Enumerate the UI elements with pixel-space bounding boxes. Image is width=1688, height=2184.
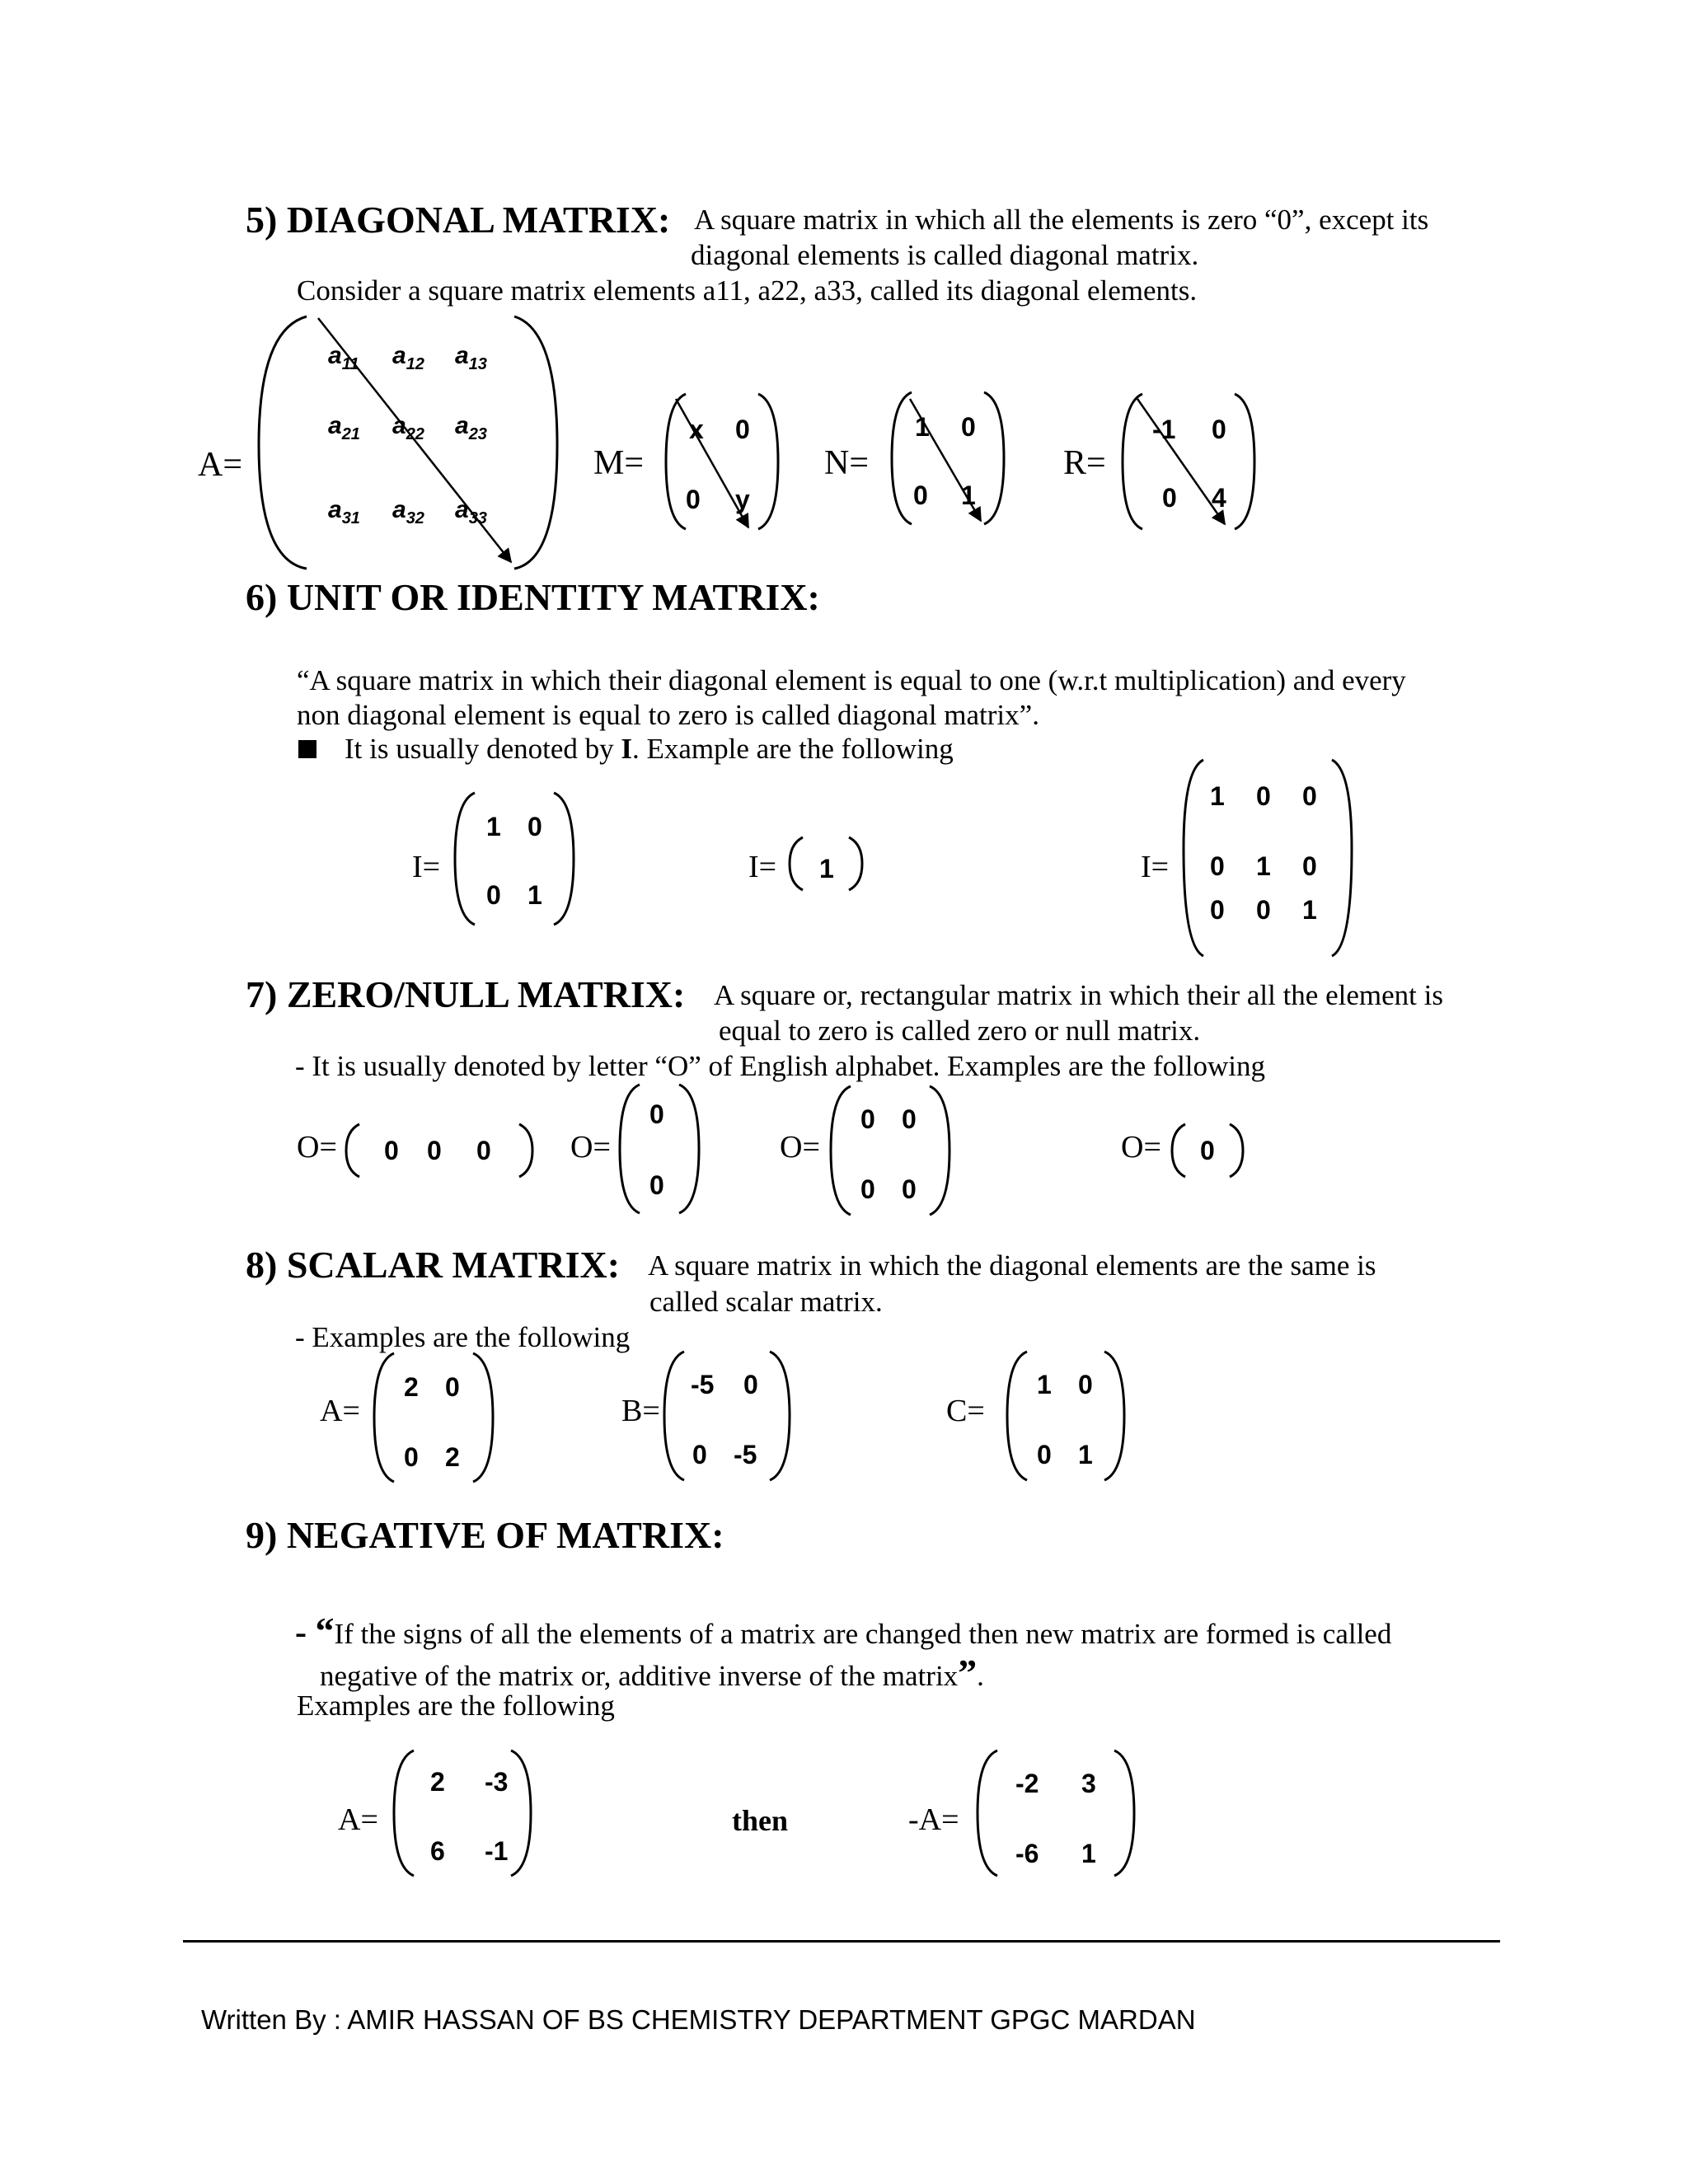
scalar-C-left-bracket	[1007, 1352, 1027, 1480]
zero-row-matrix-label: O=	[297, 1130, 337, 1165]
matrix-A-element: $a_{32}$	[392, 496, 424, 527]
negative-matrix-label: -A=	[908, 1802, 959, 1837]
matrix-M-element: 0	[735, 415, 750, 444]
negative-matrix-left-bracket	[978, 1750, 997, 1876]
matrix-M-element: 0	[686, 485, 701, 514]
zero-row-right-bracket	[519, 1124, 532, 1177]
identity-2x2-element: 1	[528, 880, 542, 910]
scalar-matrix-C-label: C=	[946, 1394, 985, 1428]
identity-3x3-element: 1	[1256, 851, 1271, 881]
scalar-matrix-C-element: 0	[1078, 1370, 1093, 1399]
zero-1x1-right-bracket	[1230, 1124, 1243, 1177]
scalar-matrix-C-element: 1	[1078, 1440, 1093, 1469]
zero-square-matrix-element: 0	[902, 1104, 917, 1134]
matrix-N-diagonal-arrow	[910, 399, 981, 521]
footer-author-text: Written By : AMIR HASSAN OF BS CHEMISTRY DEPARTMENT GPGC MARDAN	[201, 2004, 1196, 2035]
matrix-R-element: -1	[1152, 415, 1176, 444]
scalar-matrix-A-element: 0	[404, 1442, 419, 1472]
zero-square-matrix-element: 0	[860, 1174, 875, 1204]
zero-square-matrix-element: 0	[860, 1104, 875, 1134]
matrix-M-right-bracket	[758, 394, 778, 529]
identity-3x3-left-bracket	[1184, 760, 1203, 956]
section-5-heading: 5) DIAGONAL MATRIX:	[246, 199, 671, 241]
matrix-M-diagonal-arrow	[676, 399, 748, 527]
section-6-definition-line-1: “A square matrix in which their diagonal element is equal to one (w.r.t multiplication) and every	[297, 664, 1406, 696]
matrix-R-right-bracket	[1235, 394, 1254, 529]
matrix-A-element: $a_{21}$	[328, 412, 360, 443]
scalar-matrix-C-element: 0	[1037, 1440, 1052, 1469]
section-5-definition-line-1: A square matrix in which all the elements is zero “0”, except its	[694, 204, 1429, 236]
section-7-definition-line-2: equal to zero is called zero or null matrix.	[719, 1015, 1201, 1047]
negative-example-A-element: 2	[430, 1767, 445, 1797]
matrix-R-element: 0	[1212, 415, 1226, 444]
zero-column-left-bracket	[620, 1085, 640, 1213]
identity-3x3-element: 0	[1210, 851, 1225, 881]
identity-1x1-element: 1	[819, 854, 834, 883]
matrix-M-label: M=	[593, 444, 645, 482]
zero-column-matrix-element: 0	[649, 1099, 664, 1129]
scalar-A-right-bracket	[473, 1353, 493, 1482]
identity-2x2-element: 0	[528, 812, 542, 841]
negative-A-right-bracket	[511, 1750, 531, 1876]
matrix-N-right-bracket	[984, 392, 1004, 524]
scalar-matrix-B-element: 0	[692, 1440, 707, 1469]
zero-row-matrix-element: 0	[427, 1136, 442, 1165]
matrix-N-label: N=	[824, 444, 870, 482]
identity-3x3-element: 1	[1302, 895, 1317, 925]
negative-matrix-right-bracket	[1114, 1750, 1134, 1876]
scalar-matrix-B-label: B=	[621, 1394, 660, 1428]
matrix-A-label: A=	[198, 446, 243, 484]
section-9-heading: 9) NEGATIVE OF MATRIX:	[246, 1514, 724, 1556]
matrix-A-left-bracket	[259, 316, 307, 569]
identity-3x3-element: 0	[1256, 781, 1271, 811]
matrix-M-left-bracket	[666, 394, 686, 529]
matrix-M-element: y	[735, 485, 750, 514]
matrix-R-label: R=	[1063, 444, 1106, 482]
negative-example-A-element: 6	[430, 1836, 445, 1866]
negative-matrix-element: 3	[1081, 1769, 1096, 1798]
identity-2x2-right-bracket	[554, 793, 574, 925]
identity-1x1-right-bracket	[849, 837, 862, 890]
section-5-consider-text: Consider a square matrix elements a11, a22, a33, called its diagonal elements.	[297, 274, 1198, 307]
scalar-A-left-bracket	[374, 1353, 394, 1482]
negative-example-A-label: A=	[338, 1802, 378, 1837]
identity-3x3-element: 0	[1210, 895, 1225, 925]
matrix-R-element: 4	[1212, 483, 1226, 513]
zero-square-matrix-label: O=	[780, 1130, 820, 1165]
scalar-matrix-C-element: 1	[1037, 1370, 1052, 1399]
identity-3x3-element: 0	[1256, 895, 1271, 925]
negative-matrix-element: -6	[1015, 1839, 1039, 1868]
zero-1x1-matrix-element: 0	[1200, 1136, 1215, 1165]
matrix-M-element: x	[689, 415, 704, 444]
section-9-examples-text: Examples are the following	[297, 1690, 615, 1722]
identity-3x3-label: I=	[1141, 850, 1170, 884]
identity-1x1-label: I=	[748, 850, 777, 884]
zero-row-matrix-element: 0	[476, 1136, 491, 1165]
zero-square-matrix-element: 0	[902, 1174, 917, 1204]
identity-2x2-element: 1	[486, 812, 501, 841]
matrix-N-element: 0	[913, 480, 928, 510]
identity-3x3-element: 0	[1302, 851, 1317, 881]
matrix-A-element: $a_{22}$	[392, 412, 424, 443]
scalar-matrix-B-element: -5	[691, 1370, 715, 1399]
identity-3x3-element: 0	[1302, 781, 1317, 811]
matrix-A-element: $a_{31}$	[328, 496, 360, 527]
matrix-A-element: $a_{11}$	[328, 342, 359, 373]
matrix-R-left-bracket	[1123, 394, 1142, 529]
negative-A-left-bracket	[394, 1750, 414, 1876]
section-7-note: - It is usually denoted by letter “O” of English alphabet. Examples are the following	[295, 1050, 1266, 1082]
matrix-R-element: 0	[1162, 483, 1177, 513]
section-8-definition-line-1: A square matrix in which the diagonal elements are the same is	[648, 1249, 1376, 1282]
matrix-A-diagonal-arrow	[318, 318, 511, 562]
section-8-definition-line-2: called scalar matrix.	[649, 1286, 883, 1318]
zero-column-matrix-label: O=	[570, 1130, 611, 1165]
identity-3x3-element: 1	[1210, 781, 1225, 811]
zero-square-left-bracket	[831, 1086, 851, 1215]
matrix-N-element: 1	[961, 480, 976, 510]
identity-2x2-label: I=	[412, 850, 441, 884]
zero-column-right-bracket	[679, 1085, 699, 1213]
scalar-C-right-bracket	[1104, 1352, 1124, 1480]
scalar-B-left-bracket	[664, 1352, 684, 1480]
section-9-definition-line-2: negative of the matrix or, additive inverse of the matrix”.	[320, 1652, 984, 1694]
matrix-A-element: $a_{23}$	[455, 412, 487, 443]
section-6-definition-line-2: non diagonal element is equal to zero is called diagonal matrix”.	[297, 699, 1039, 731]
then-text: then	[732, 1804, 789, 1837]
section-6-heading: 6) UNIT OR IDENTITY MATRIX:	[246, 576, 820, 618]
scalar-matrix-A-label: A=	[320, 1394, 360, 1428]
matrix-A-element: $a_{12}$	[392, 342, 424, 373]
scalar-matrix-A-element: 2	[404, 1372, 419, 1402]
section-5-definition-line-2: diagonal elements is called diagonal matrix.	[691, 239, 1199, 271]
zero-1x1-left-bracket	[1172, 1124, 1185, 1177]
section-8-heading: 8) SCALAR MATRIX:	[246, 1244, 621, 1286]
matrix-N-element: 1	[915, 412, 930, 442]
section-7-definition-line-1: A square or, rectangular matrix in which their all the element is	[714, 979, 1443, 1011]
negative-matrix-element: 1	[1081, 1839, 1096, 1868]
section-9-definition-line-1: - “If the signs of all the elements of a matrix are changed then new matrix are formed is called	[295, 1610, 1392, 1652]
section-7-heading: 7) ZERO/NULL MATRIX:	[246, 973, 686, 1015]
negative-matrix-element: -2	[1015, 1769, 1039, 1798]
identity-2x2-left-bracket	[455, 793, 475, 925]
negative-example-A-element: -3	[485, 1767, 509, 1797]
matrix-A-element: $a_{13}$	[455, 342, 487, 373]
section-6-bullet-text: It is usually denoted by I. Example are the following	[345, 733, 954, 765]
matrix-A-right-bracket	[514, 316, 557, 569]
scalar-matrix-B-element: 0	[743, 1370, 758, 1399]
matrix-N-element: 0	[961, 412, 976, 442]
identity-3x3-right-bracket	[1332, 760, 1352, 956]
zero-column-matrix-element: 0	[649, 1170, 664, 1200]
scalar-B-right-bracket	[770, 1352, 790, 1480]
matrix-R-diagonal-arrow	[1137, 399, 1225, 524]
identity-2x2-element: 0	[486, 880, 501, 910]
scalar-matrix-B-element: -5	[734, 1440, 757, 1469]
matrix-A-element: $a_{33}$	[455, 496, 487, 527]
negative-example-A-element: -1	[485, 1836, 509, 1866]
zero-row-left-bracket	[346, 1124, 359, 1177]
scalar-matrix-A-element: 0	[445, 1372, 460, 1402]
matrix-N-left-bracket	[892, 392, 912, 524]
scalar-matrix-A-element: 2	[445, 1442, 460, 1472]
identity-1x1-left-bracket	[790, 837, 803, 890]
zero-square-right-bracket	[930, 1086, 950, 1215]
zero-1x1-matrix-label: O=	[1121, 1130, 1161, 1165]
zero-row-matrix-element: 0	[384, 1136, 399, 1165]
section-8-note: - Examples are the following	[295, 1321, 631, 1353]
